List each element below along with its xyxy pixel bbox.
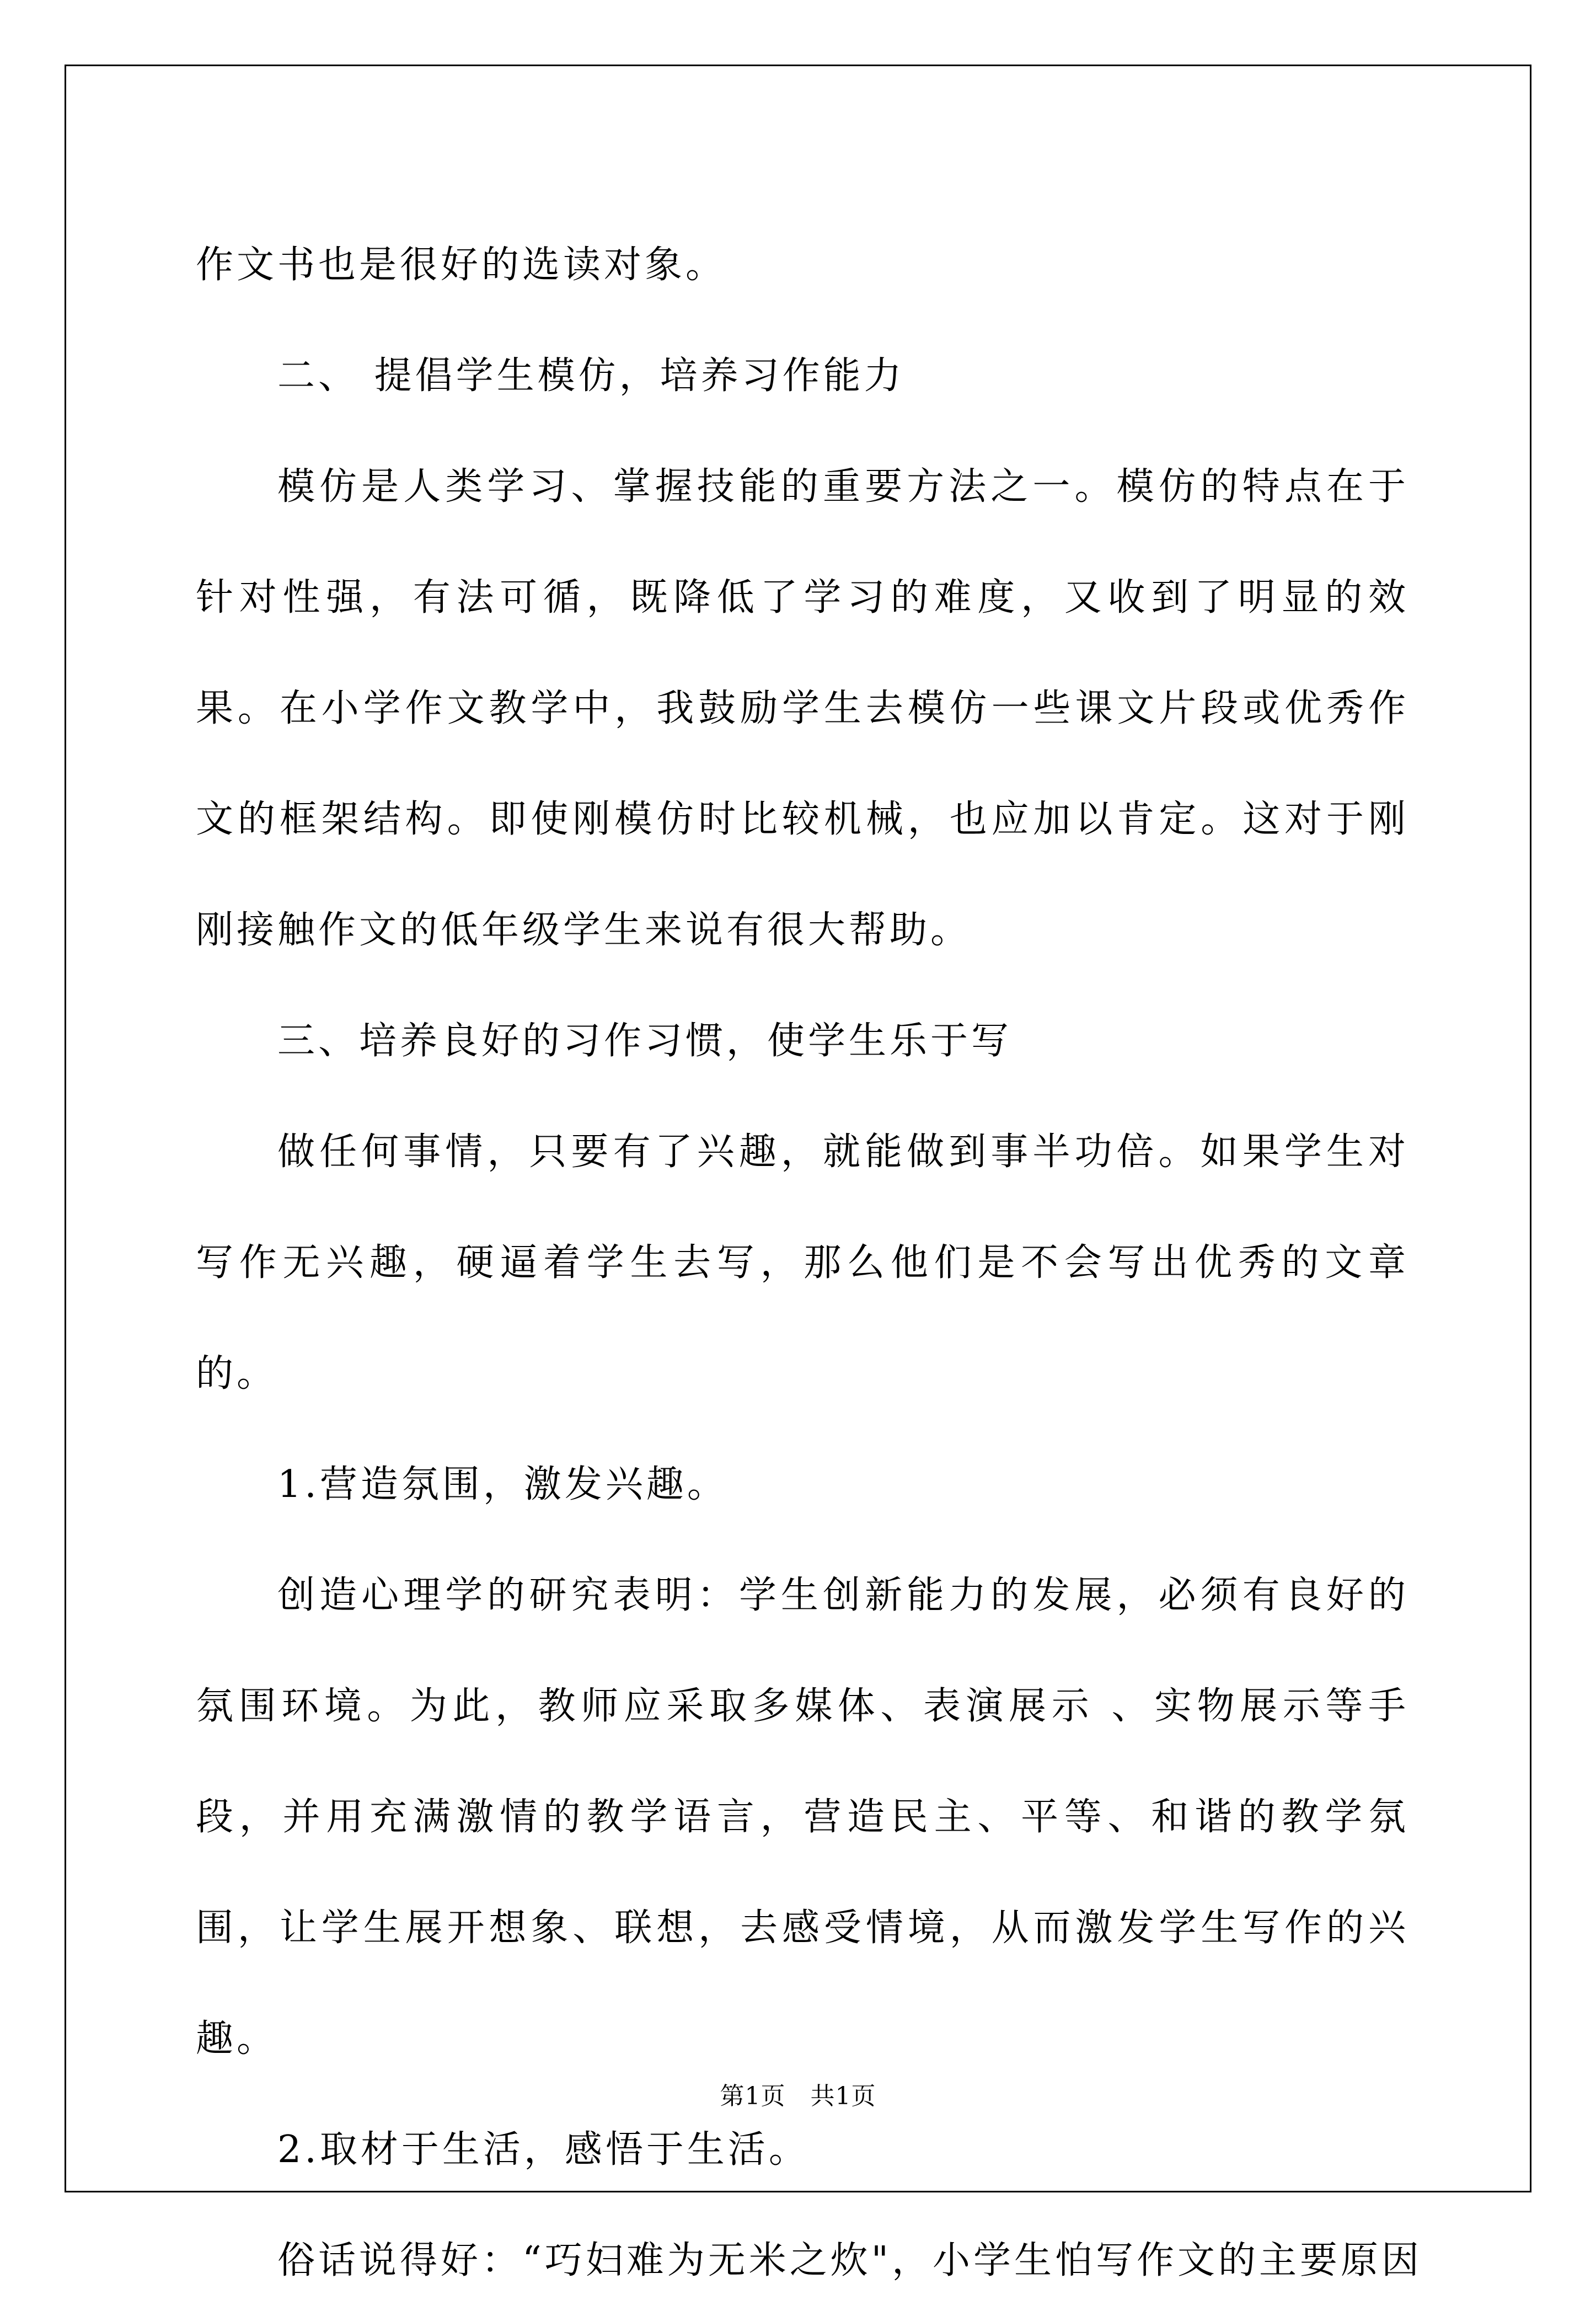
- document-body: [196, 210, 1423, 2316]
- section-heading-2: 二、 提倡学生模仿，培养习作能力: [277, 354, 905, 398]
- paragraph-imitation: 模仿是人类学习、掌握技能的重要方法之一。模仿的特点在于针对性强，有法可循，既降低了学习的难度，又收到了明显的效果。在小学作文教学中，我鼓励学生去模仿一些课文片段或优秀作文的框架结构。即使刚模仿时比较机械，也应加以肯定。这对于刚刚接触作文的低年级学生来说有很大帮助。: [196, 465, 1409, 952]
- subheading-2: 2.取材于生活，感悟于生活。: [277, 2128, 810, 2171]
- paragraph-interest: 做任何事情，只要有了兴趣，就能做到事半功倍。如果学生对写作无兴趣，硬逼着学生去写，那么他们是不会写出优秀的文章的。: [196, 1130, 1409, 1395]
- paragraph-atmosphere: 创造心理学的研究表明：学生创新能力的发展，必须有良好的氛围环境。为此，教师应采取多媒体、表演展示 、实物展示等手段，并用充满激情的教学语言，营造民主、平等、和谐的教学氛围，让学生展开想象、联想，去感受情境，从而激发学生写作的兴趣。: [196, 1574, 1409, 2061]
- subheading-1: 1.营造氛围，激发兴趣。: [277, 1463, 728, 1506]
- section-heading-3: 三、培养良好的习作习惯，使学生乐于写: [277, 1019, 1013, 1063]
- paragraph-continuation: 作文书也是很好的选读对象。: [196, 243, 727, 287]
- page-number-footer: 第1页 共1页: [720, 2082, 876, 2110]
- paragraph-proverb: 俗话说得好：“巧妇难为无米之炊"，小学生怕写作文的主要原因: [277, 2239, 1423, 2282]
